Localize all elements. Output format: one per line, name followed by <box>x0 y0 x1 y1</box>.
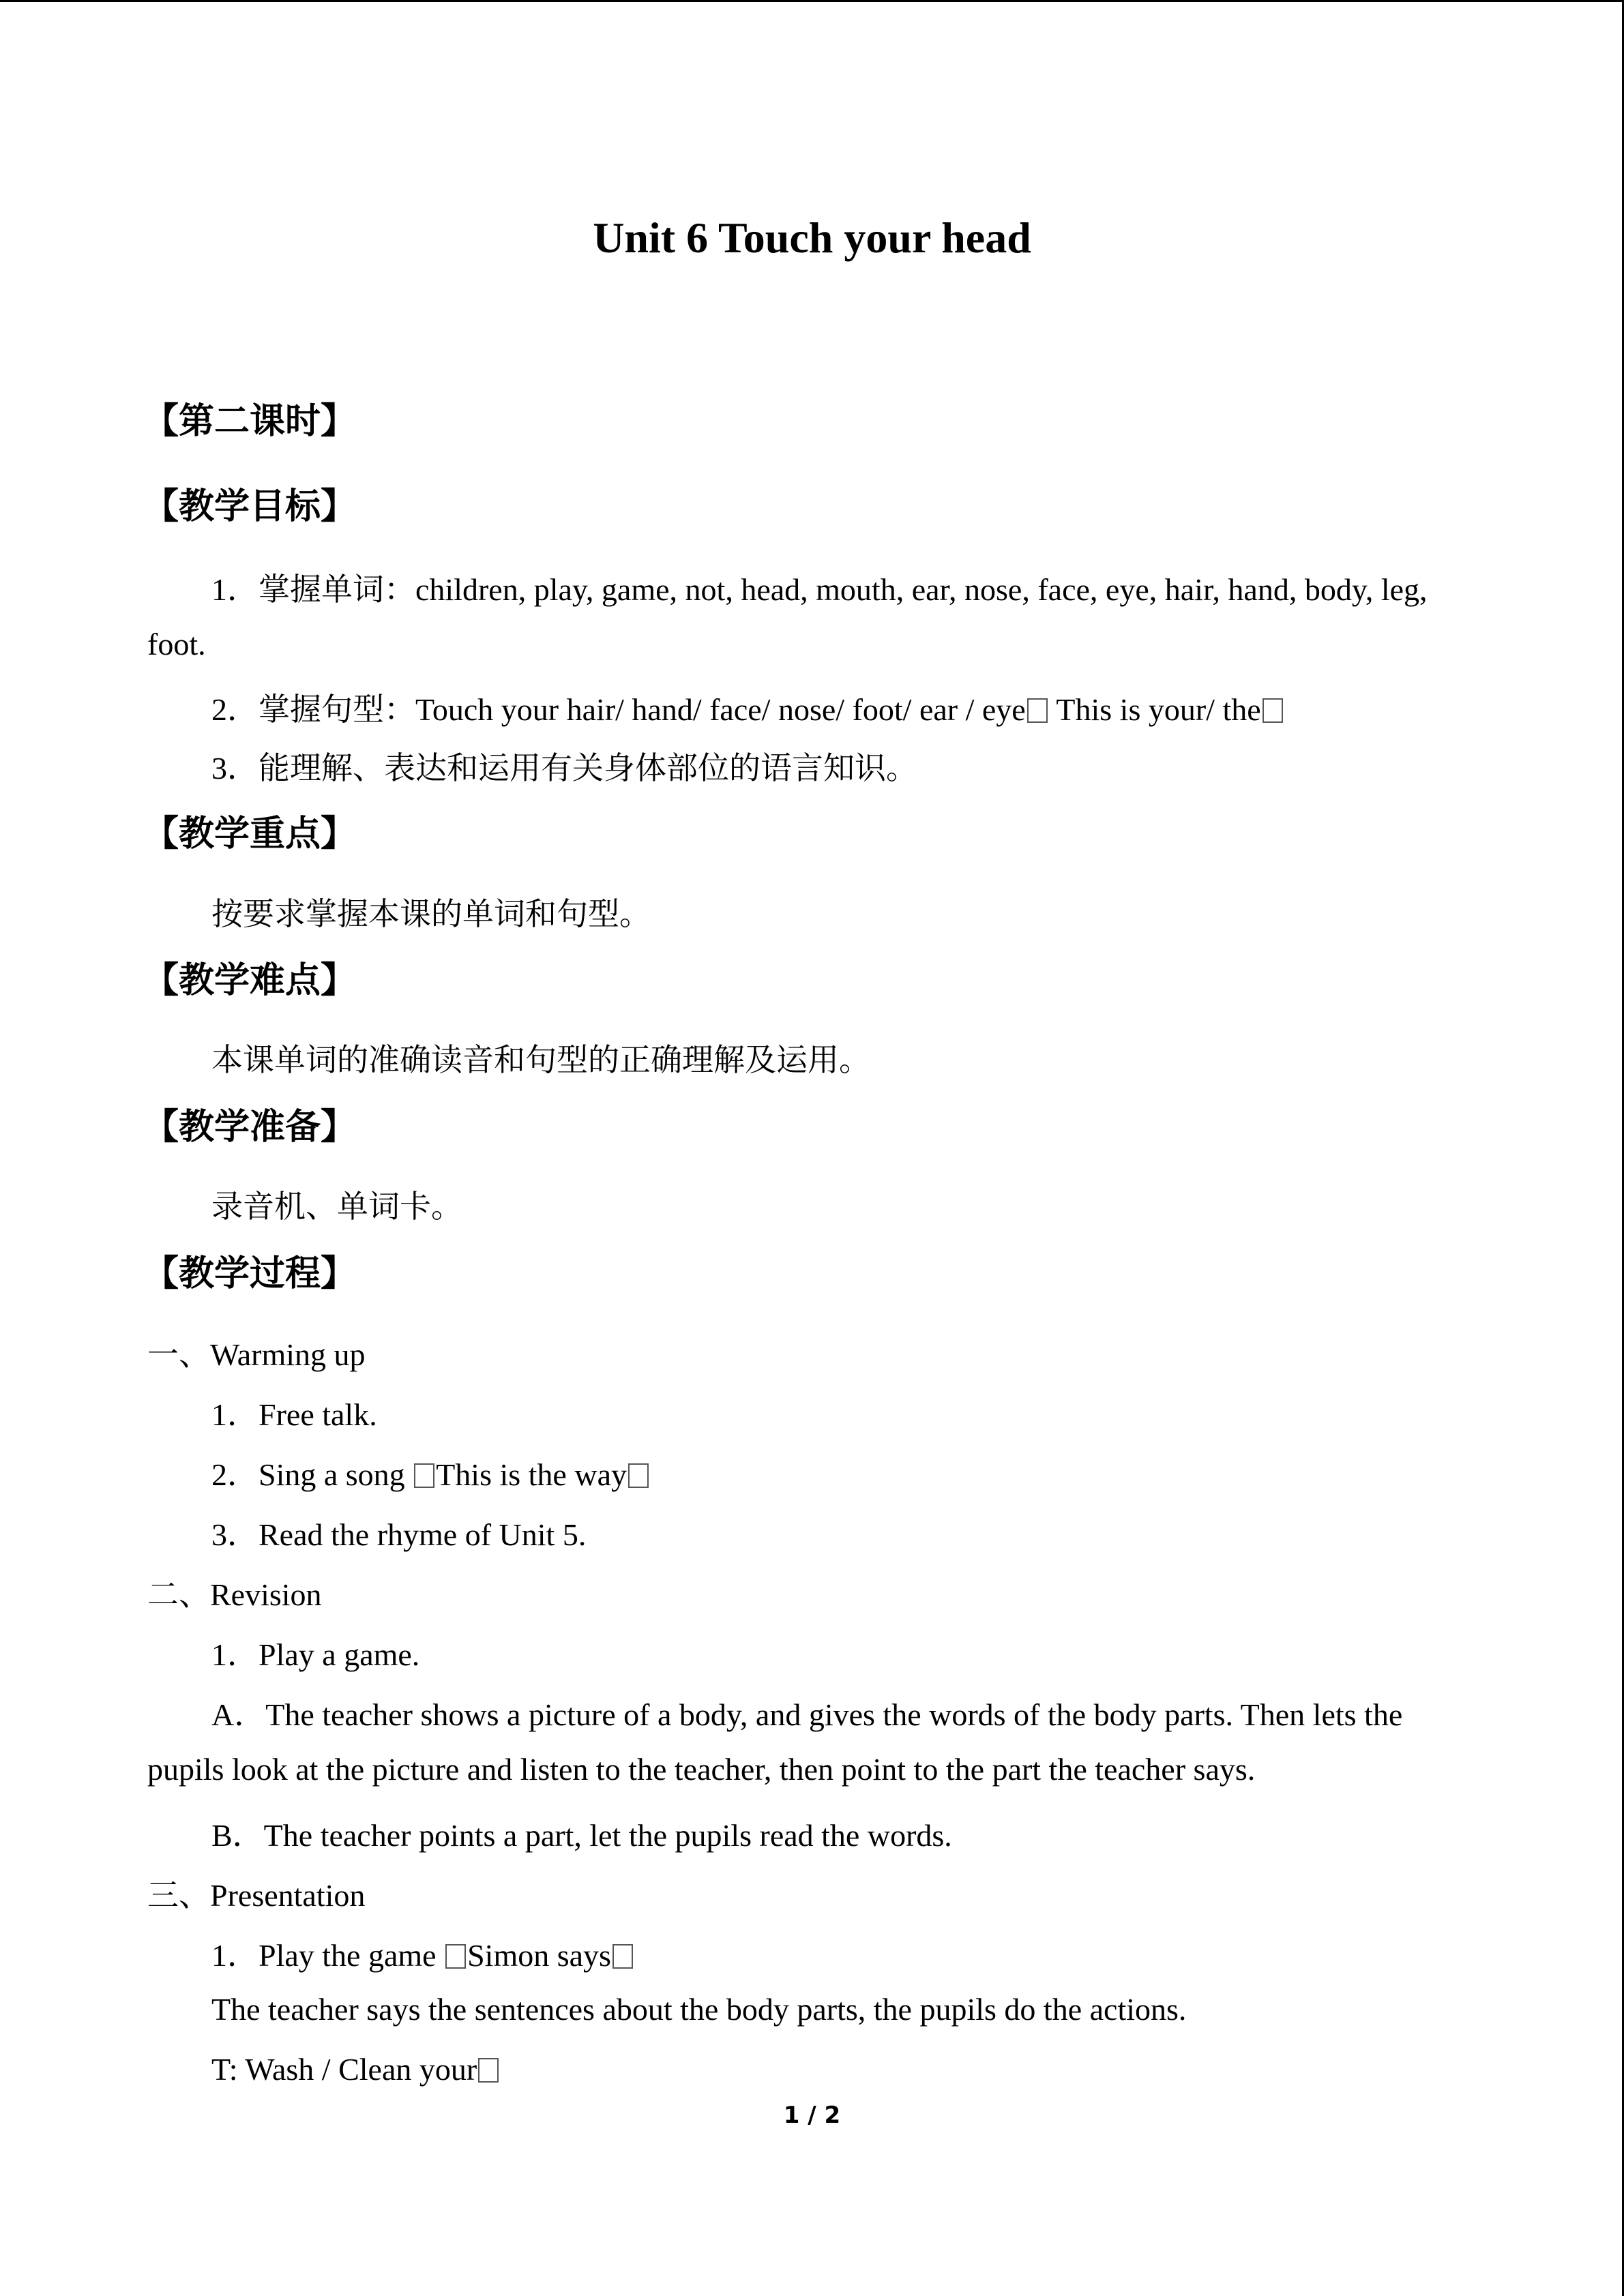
missing-glyph-box <box>1027 698 1048 723</box>
goal-3: 3．能理解、表达和运用有关身体部位的语言知识。 <box>211 751 917 786</box>
missing-glyph-box <box>1263 698 1283 723</box>
revision-item-a-line-2: pupils look at the picture and listen to the teacher, then point to the part the teacher says. <box>147 1752 1256 1787</box>
revision-heading: 二、Revision <box>147 1577 322 1612</box>
presentation-teacher-line <box>211 2051 500 2087</box>
warmup-item-1: 1．Free talk. <box>211 1397 377 1432</box>
missing-glyph-box <box>414 1463 434 1488</box>
presentation-item-1 <box>211 1930 634 1976</box>
presentation-heading: 三、Presentation <box>147 1878 366 1913</box>
section-process: 【教学过程】 <box>143 1253 357 1294</box>
goal-2-part-b: This is your/ the <box>1048 692 1261 727</box>
presentation-item-1-a: 1．Play the game <box>211 1938 445 1973</box>
warmup-item-2 <box>211 1450 650 1495</box>
warmup-item-2-b: This is the way <box>436 1457 627 1492</box>
section-goals: 【教学目标】 <box>143 486 357 527</box>
missing-glyph-box <box>478 2058 499 2083</box>
top-border <box>0 0 1624 2</box>
revision-item-b: B．The teacher points a part, let the pupils read the words. <box>211 1818 952 1853</box>
page-number: 1 / 2 <box>783 2102 841 2129</box>
goal-1-line-1: 1．掌握单词：children, play, game, not, head, mouth, ear, nose, face, eye, hair, hand, body, leg, <box>211 572 1428 607</box>
section-key-points: 【教学重点】 <box>143 814 357 854</box>
presentation-description: The teacher says the sentences about the body parts, the pupils do the actions. <box>211 1992 1187 2027</box>
warmup-heading: 一、Warming up <box>147 1337 366 1372</box>
section-lesson: 【第二课时】 <box>143 401 357 442</box>
difficulties-text: 本课单词的准确读音和句型的正确理解及运用。 <box>211 1043 870 1077</box>
goal-1-line-2: foot. <box>147 627 206 661</box>
section-difficulties: 【教学难点】 <box>143 960 357 1001</box>
revision-item-1: 1．Play a game. <box>211 1637 420 1672</box>
goal-2 <box>211 685 1284 730</box>
warmup-item-2-a: 2．Sing a song <box>211 1457 413 1492</box>
missing-glyph-box <box>612 1944 633 1969</box>
missing-glyph-box <box>628 1463 649 1488</box>
page-title: Unit 6 Touch your head <box>593 213 1031 262</box>
section-preparation: 【教学准备】 <box>143 1107 357 1148</box>
key-points-text: 按要求掌握本课的单词和句型。 <box>211 897 651 931</box>
presentation-item-1-b: Simon says <box>467 1938 611 1973</box>
warmup-item-3: 3．Read the rhyme of Unit 5. <box>211 1517 587 1552</box>
missing-glyph-box <box>445 1944 466 1969</box>
goal-2-part-a: 2．掌握句型：Touch your hair/ hand/ face/ nose/ foot/ ear / eye <box>211 692 1026 727</box>
preparation-text: 录音机、单词卡。 <box>211 1189 462 1224</box>
teacher-line-text: T: Wash / Clean your <box>211 2052 477 2087</box>
revision-item-a-line-1: A．The teacher shows a picture of a body, and gives the words of the body parts. Then lets the <box>211 1697 1403 1732</box>
